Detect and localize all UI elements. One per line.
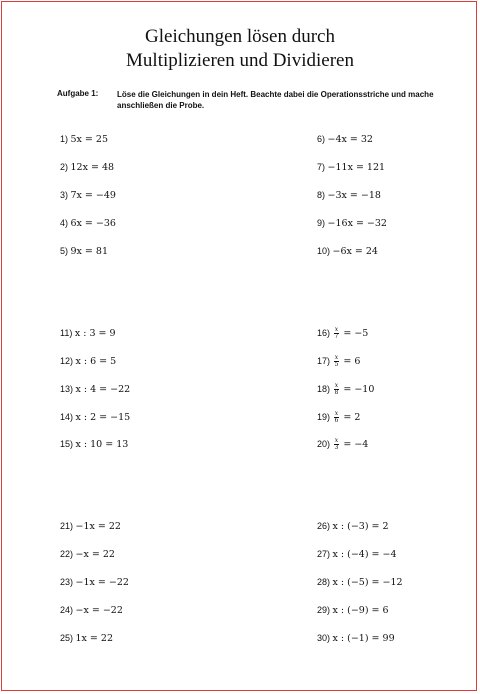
equation-left-7 [60,355,116,368]
equation-text: 6x = −36 [70,218,116,229]
equation-right-10 [317,438,368,451]
equation-text: x : 10 = 13 [75,439,129,450]
equation-number: 30) [317,633,333,643]
equation-number: 1) [60,134,71,144]
task-instructions: Löse die Gleichungen in dein Heft. Beachte dabei die Operationsstriche und mache anschließen die Probe. [117,90,434,110]
fraction [334,411,340,424]
equation-text: −16x = −32 [327,218,387,229]
equation-number: 16) [317,328,333,338]
fraction-denominator: 3 [334,444,339,451]
title-line-2: Multiplizieren und Dividieren [126,50,354,71]
equation-text: x : (−5) = −12 [332,577,403,588]
equation-number: 25) [60,633,76,643]
equation-text: x : 2 = −15 [75,412,131,423]
equation-text: −3x = −18 [327,190,381,201]
equation-left-15 [60,632,113,645]
equation-text: x : (−1) = 99 [332,633,395,644]
equation-left-2 [60,161,114,174]
equation-text: x : 3 = 9 [74,328,116,339]
equation-number: 7) [317,162,328,172]
equation-text: x : (−4) = −4 [332,549,397,560]
fraction-denominator: 6 [334,417,339,424]
equation-text: 5x = 25 [70,134,109,145]
equation-right-9 [317,411,360,424]
equation-number: 9) [317,218,328,228]
equation-number: 15) [60,439,76,449]
equation-right-4 [317,217,387,230]
equation-number: 3) [60,190,71,200]
equation-number: 4) [60,218,71,228]
equation-right-1 [317,133,373,146]
equation-left-1 [60,133,108,146]
equation-left-11 [60,520,121,533]
equation-number: 10) [317,246,333,256]
equation-text: −1x = −22 [75,577,129,588]
equation-text: 9x = 81 [70,246,109,257]
equation-number: 8) [317,190,328,200]
equation-text: −x = −22 [75,605,123,616]
fraction-numerator: x [334,410,339,417]
equation-number: 6) [317,134,328,144]
equation-right-11 [317,520,389,533]
equation-number: 14) [60,412,76,422]
fraction-numerator: x [334,437,339,444]
equation-rhs: = −4 [340,439,369,450]
equation-right-6 [317,327,368,340]
equation-number: 5) [60,246,71,256]
equation-text: −6x = 24 [332,246,378,257]
equation-text: −4x = 32 [327,134,373,145]
equation-text: −11x = 121 [327,162,386,173]
equation-rhs: = 6 [340,356,361,367]
equation-right-12 [317,548,397,561]
equation-text: −1x = 22 [75,521,121,532]
equation-left-6 [60,327,116,340]
equation-number: 11) [60,328,75,338]
equation-left-8 [60,383,130,396]
fraction [334,355,340,368]
equation-left-4 [60,217,116,230]
equation-number: 20) [317,439,333,449]
equation-text: 1x = 22 [75,633,114,644]
equation-left-12 [60,548,115,561]
equation-number: 24) [60,605,76,615]
equation-rhs: = −10 [340,384,375,395]
fraction-numerator: x [334,382,339,389]
equation-number: 23) [60,577,76,587]
fraction-numerator: x [334,326,339,333]
fraction [334,383,340,396]
fraction-denominator: 5 [334,361,339,368]
equation-number: 18) [317,384,333,394]
equation-text: 12x = 48 [70,162,115,173]
equation-right-3 [317,189,381,202]
equation-number: 2) [60,162,71,172]
equation-right-8 [317,383,374,396]
equation-text: x : (−3) = 2 [332,521,389,532]
equation-left-10 [60,438,128,451]
equation-number: 28) [317,577,333,587]
equation-text: x : 6 = 5 [75,356,117,367]
equation-number: 26) [317,521,333,531]
equation-rhs: = 2 [340,412,361,423]
equation-left-3 [60,189,116,202]
fraction-denominator: 7 [334,333,339,340]
task-label: Aufgabe 1: [57,89,99,98]
equation-right-14 [317,604,389,617]
equation-text: x : (−9) = 6 [332,605,389,616]
fraction [334,327,340,340]
equation-text: x : 4 = −22 [75,384,131,395]
equation-right-15 [317,632,395,645]
equation-right-7 [317,355,360,368]
equation-left-14 [60,604,123,617]
equation-number: 27) [317,549,333,559]
equation-left-9 [60,411,130,424]
equation-text: −x = 22 [75,549,115,560]
equation-left-13 [60,576,129,589]
equation-rhs: = −5 [340,328,369,339]
equation-number: 17) [317,356,333,366]
fraction-denominator: 8 [334,389,339,396]
fraction [334,438,340,451]
equation-number: 13) [60,384,76,394]
equation-number: 12) [60,356,76,366]
equation-right-2 [317,161,385,174]
title-line-1: Gleichungen lösen durch [145,26,335,47]
equation-number: 29) [317,605,333,615]
equation-number: 19) [317,412,333,422]
equation-right-13 [317,576,403,589]
equation-number: 22) [60,549,76,559]
equation-text: 7x = −49 [70,190,116,201]
equation-number: 21) [60,521,76,531]
fraction-numerator: x [334,354,339,361]
equation-right-5 [317,245,378,258]
equation-left-5 [60,245,108,258]
